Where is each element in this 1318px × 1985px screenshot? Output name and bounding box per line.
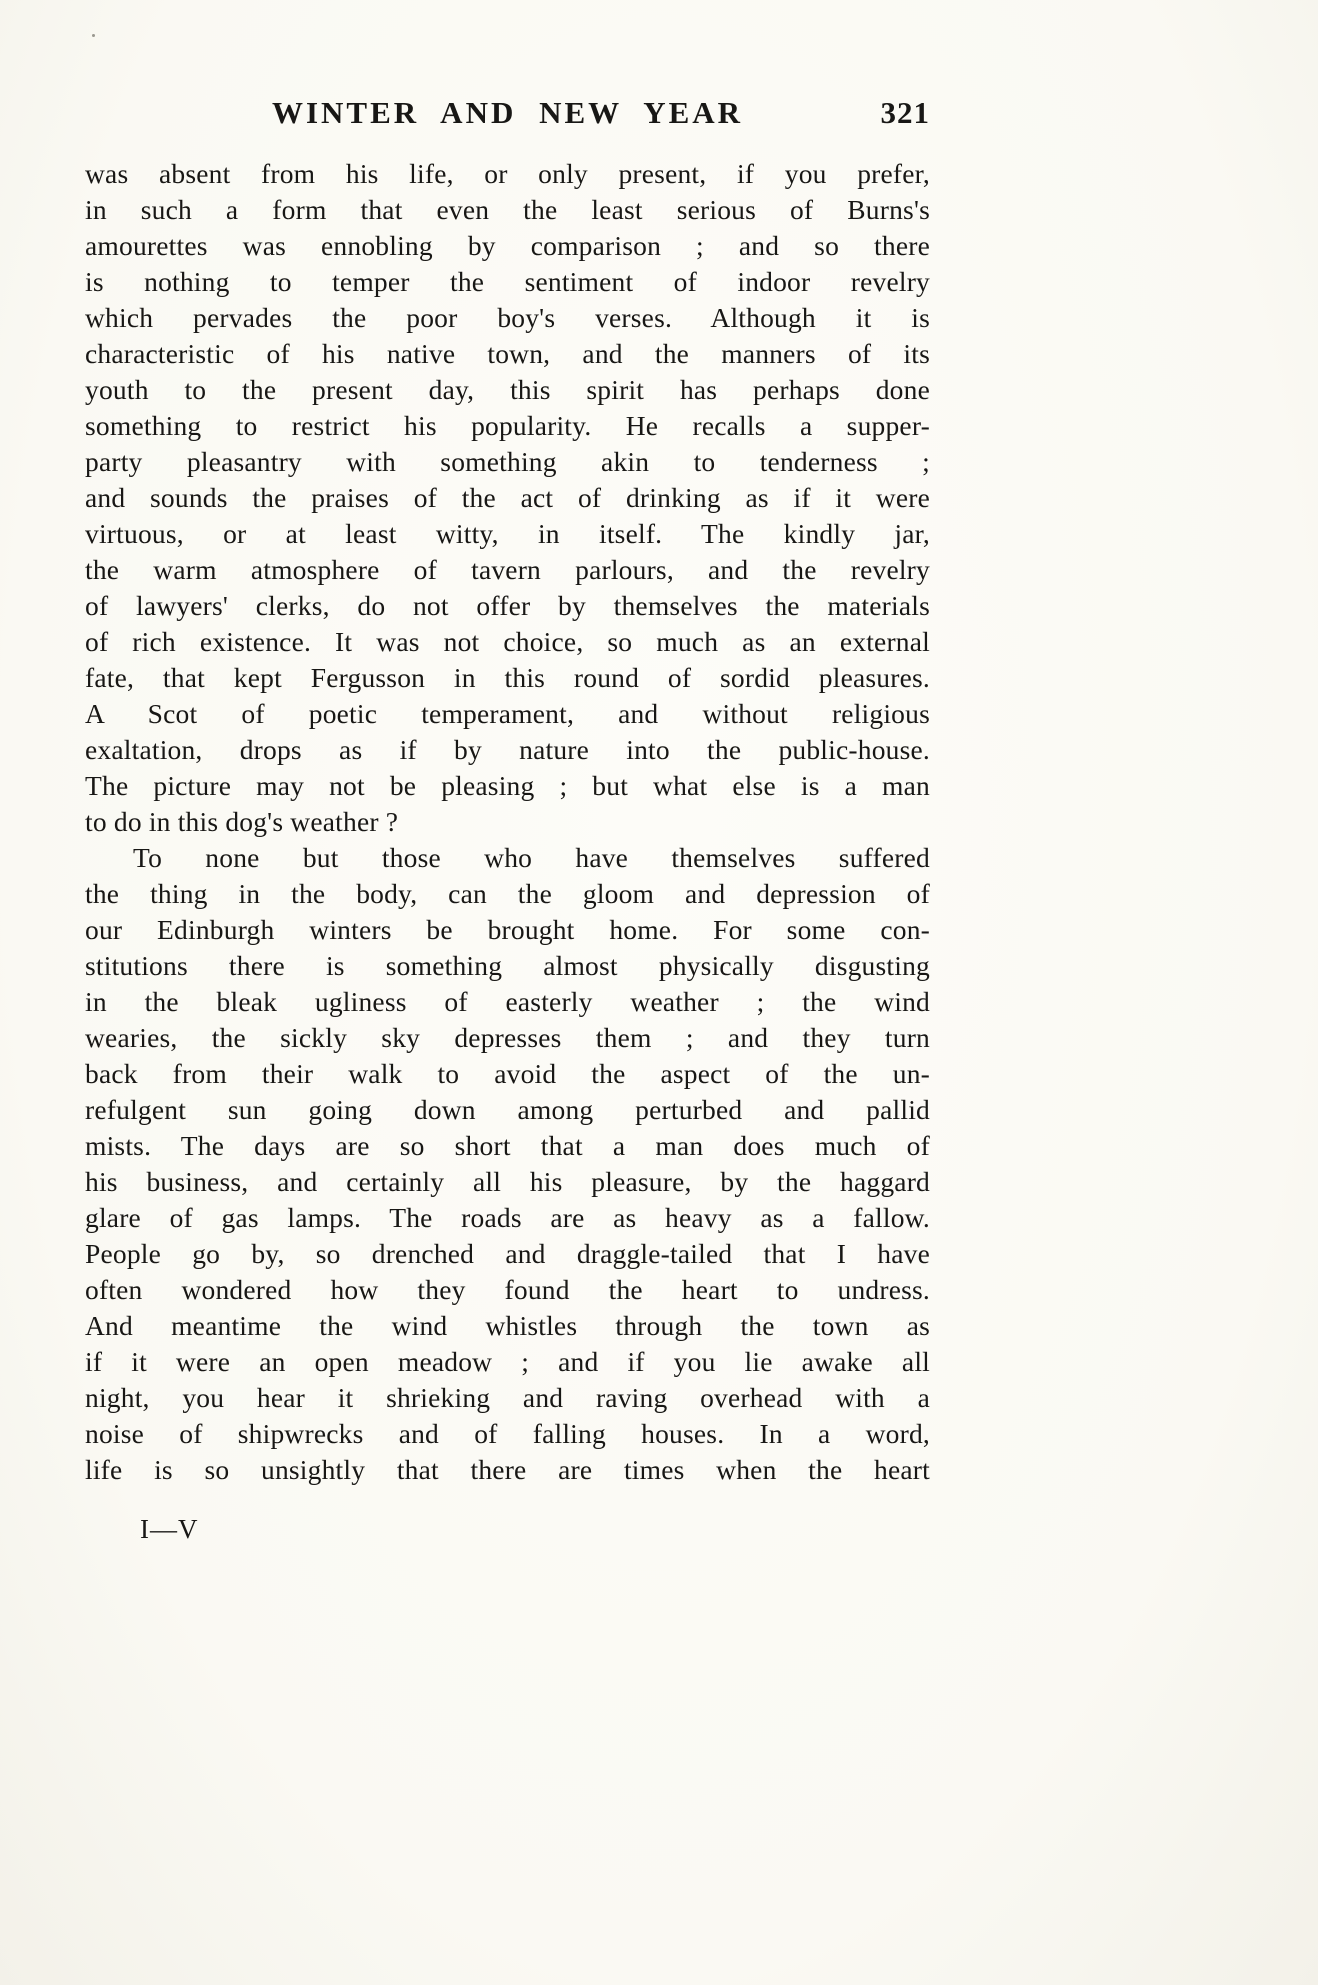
text-line: characteristic of his native town, and the manners of its [85, 338, 930, 369]
text-line: mists. The days are so short that a man does much of [85, 1130, 930, 1161]
text-line: To none but those who have themselves suffered [133, 842, 930, 873]
text-line: night, you hear it shrieking and raving overhead with a [85, 1382, 930, 1413]
text-line: fate, that kept Fergusson in this round of sordid pleasures. [85, 662, 930, 693]
text-line: exaltation, drops as if by nature into the public-house. [85, 734, 930, 765]
text-line: A Scot of poetic temperament, and without religious [85, 698, 930, 729]
text-line: People go by, so drenched and draggle-tailed that I have [85, 1238, 930, 1269]
text-line: something to restrict his popularity. He recalls a supper- [85, 410, 930, 441]
text-line: our Edinburgh winters be brought home. For some con- [85, 914, 930, 945]
text-line: And meantime the wind whistles through the town as [85, 1310, 930, 1341]
text-line: in the bleak ugliness of easterly weather ; the wind [85, 986, 930, 1017]
text-line: is nothing to temper the sentiment of indoor revelry [85, 266, 930, 297]
header-title: WINTER AND NEW YEAR [271, 95, 744, 130]
text-block [85, 0, 930, 1545]
text-line: The picture may not be pleasing ; but what else is a man [85, 770, 930, 801]
text-line: if it were an open meadow ; and if you lie awake all [85, 1346, 930, 1377]
text-line: and sounds the praises of the act of drinking as if it were [85, 482, 930, 513]
text-line: party pleasantry with something akin to tenderness ; [85, 446, 930, 477]
text-line: often wondered how they found the heart to undress. [85, 1274, 930, 1305]
text-line: wearies, the sickly sky depresses them ; and they turn [85, 1022, 930, 1053]
text-line: the thing in the body, can the gloom and depression of [85, 878, 930, 909]
text-line: life is so unsightly that there are times when the heart [85, 1454, 930, 1485]
text-line: virtuous, or at least witty, in itself. The kindly jar, [85, 518, 930, 549]
text-line: back from their walk to avoid the aspect of the un- [85, 1058, 930, 1089]
body-text [85, 156, 930, 1488]
text-line: of rich existence. It was not choice, so much as an external [85, 626, 930, 657]
footer-signature: I—V [140, 1514, 199, 1544]
text-line: to do in this dog's weather ? [85, 806, 399, 837]
text-line: in such a form that even the least serious of Burns's [85, 194, 930, 225]
text-line: the warm atmosphere of tavern parlours, and the revelry [85, 554, 930, 585]
text-line: which pervades the poor boy's verses. Although it is [85, 302, 930, 333]
text-line: stitutions there is something almost physically disgusting [85, 950, 930, 981]
text-line: was absent from his life, or only present, if you prefer, [85, 158, 930, 189]
text-line: amourettes was ennobling by comparison ; and so there [85, 230, 930, 261]
header-page-number: 321 [880, 95, 930, 130]
text-line: of lawyers' clerks, do not offer by themselves the materials [85, 590, 930, 621]
text-line: refulgent sun going down among perturbed and pallid [85, 1094, 930, 1125]
text-line: noise of shipwrecks and of falling houses. In a word, [85, 1418, 930, 1449]
text-line: glare of gas lamps. The roads are as heavy as a fallow. [85, 1202, 930, 1233]
page-header [85, 92, 930, 134]
text-line: youth to the present day, this spirit has perhaps done [85, 374, 930, 405]
text-line: his business, and certainly all his pleasure, by the haggard [85, 1166, 930, 1197]
